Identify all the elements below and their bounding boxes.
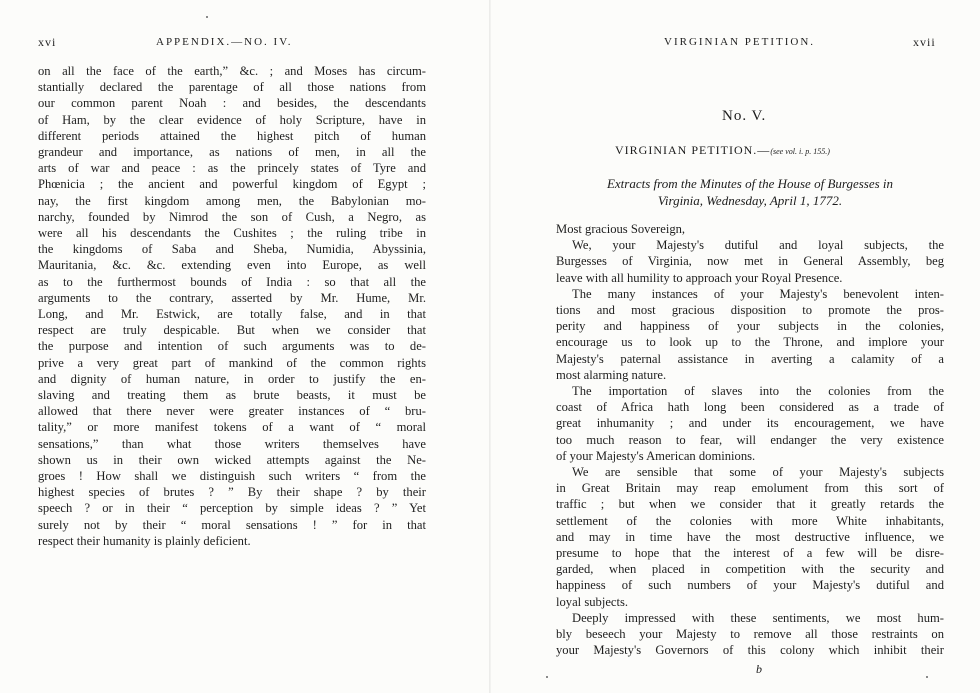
text-line: in Great Britain may reap emolument from this sort of bbox=[556, 481, 944, 496]
right-folio: xvii bbox=[913, 35, 936, 49]
text-line: speech ? or in their “ perception by simple ideas ? ” Yet bbox=[38, 501, 426, 516]
paper-speck bbox=[926, 676, 928, 678]
text-line: nay, the first kingdom among men, the Babylonian mo- bbox=[38, 193, 426, 208]
paper-speck bbox=[546, 676, 548, 678]
petition-title-text: VIRGINIAN PETITION.— bbox=[615, 143, 771, 157]
text-line: most alarming nature. bbox=[556, 367, 667, 382]
text-line: sensations,” than what those writers themselves have bbox=[38, 436, 426, 451]
text-line: groes ! How shall we distinguish such writers “ from the bbox=[38, 469, 426, 484]
text-line: The importation of slaves into the colonies from the bbox=[572, 384, 944, 399]
text-line: highest species of brutes ? ” By their shape ? by their bbox=[38, 485, 426, 500]
text-line: great inhumanity ; and under its encouragement, we have bbox=[556, 416, 944, 431]
right-running-head: VIRGINIAN PETITION. bbox=[664, 36, 816, 48]
text-line: Long, and Mr. Estwick, are totally false, and in that bbox=[38, 307, 426, 322]
text-line: loyal subjects. bbox=[556, 594, 629, 609]
text-line: tality,” or more manifest tokens of a want of “ moral bbox=[38, 420, 426, 435]
text-line: our common parent Noah : and besides, the descendants bbox=[38, 96, 426, 111]
text-line: leave with all humility to approach your Royal Presence. bbox=[556, 270, 843, 285]
text-line: settlement of the colonies with more White inhabitants, bbox=[556, 513, 944, 528]
text-line: Most gracious Sovereign, bbox=[556, 222, 686, 236]
extracts-heading bbox=[556, 175, 944, 209]
extracts-heading-line-1: Extracts from the Minutes of the House of Burgesses in bbox=[606, 176, 894, 191]
text-line: respect are truly despicable. But when we consider that bbox=[38, 323, 426, 338]
extracts-heading-line-2: Virginia, Wednesday, April 1, 1772. bbox=[657, 193, 843, 208]
text-line: encourage us to look up to the Throne, and implore your bbox=[556, 335, 944, 350]
left-running-head: APPENDIX.—NO. IV. bbox=[156, 36, 293, 48]
text-line: surely not by their “ moral sensations ! ” for in that bbox=[38, 517, 426, 532]
text-line: happiness of such numbers of your Majesty's dutiful and bbox=[556, 578, 944, 593]
section-number-heading: No. V. bbox=[722, 108, 767, 124]
text-line: were all his descendants the Cushites ; the ruling tribe in bbox=[38, 226, 426, 241]
text-line: perity and happiness of your subjects in the colonies, bbox=[556, 319, 944, 334]
text-line: presume to hope that the interest of a few will be disre- bbox=[556, 546, 944, 561]
text-line: Deeply impressed with these sentiments, we most hum- bbox=[572, 610, 944, 625]
text-line: the purpose and intention of such arguments was to de- bbox=[38, 339, 426, 354]
text-line: allowed that there never were greater instances of “ bru- bbox=[38, 404, 426, 419]
right-body-text bbox=[556, 221, 944, 658]
text-line: arts of war and peace : as the princely states of Tyre and bbox=[38, 161, 426, 176]
text-line: We, your Majesty's dutiful and loyal subjects, the bbox=[572, 238, 944, 253]
text-line: traffic ; but when we consider that it greatly retards the bbox=[556, 497, 944, 512]
text-line: respect their humanity is plainly deficient. bbox=[38, 533, 251, 548]
text-line: stantially declared the parentage of all those nations from bbox=[38, 80, 426, 95]
petition-volume-reference: (see vol. i. p. 155.) bbox=[770, 147, 830, 156]
signature-mark: b bbox=[756, 662, 762, 676]
text-line: shown us in their own wicked attempts against the Ne- bbox=[38, 452, 426, 467]
text-line: grandeur and importance, as nations of men, in all the bbox=[38, 145, 426, 160]
text-line: The many instances of your Majesty's benevolent inten- bbox=[572, 286, 944, 301]
text-line: and dignity of human nature, in order to justify the en- bbox=[38, 371, 426, 386]
text-line: bly beseech your Majesty to remove all those restraints on bbox=[556, 627, 944, 642]
text-line: and may in time have the most destructive influence, we bbox=[556, 529, 944, 544]
left-body-text bbox=[38, 63, 426, 549]
text-line: of your Majesty's American dominions. bbox=[556, 448, 756, 463]
text-line: prive a very great part of mankind of the common rights bbox=[38, 355, 426, 370]
petition-title bbox=[615, 143, 830, 158]
text-line: coast of Africa hath long been considered as a trade of bbox=[556, 400, 944, 415]
text-line: on all the face of the earth,” &c. ; and Moses has circum- bbox=[38, 64, 426, 78]
text-line: Phœnicia ; the ancient and powerful kingdom of Egypt ; bbox=[38, 177, 426, 192]
text-line: the kingdoms of Saba and Sheba, Numidia, Abyssinia, bbox=[38, 242, 426, 257]
text-line: arguments to the contrary, asserted by Mr. Hume, Mr. bbox=[38, 290, 426, 305]
text-line: different periods attained the highest pitch of human bbox=[38, 128, 426, 143]
text-line: narchy, founded by Nimrod the son of Cush, a Negro, as bbox=[38, 209, 426, 224]
text-line: garded, when placed in competition with the security and bbox=[556, 562, 944, 577]
text-line: Majesty's paternal assistance in averting a calamity of a bbox=[556, 351, 944, 366]
text-line: Burgesses of Virginia, now met in General Assembly, beg bbox=[556, 254, 944, 269]
text-line: as to the furthermost bounds of India : so that all the bbox=[38, 274, 426, 289]
paper-speck bbox=[206, 16, 208, 18]
text-line: Mauritania, &c. &c. extending even into Europe, as well bbox=[38, 258, 426, 273]
text-line: slaving and treating them as brute beasts, it must be bbox=[38, 388, 426, 403]
text-line: your Majesty's Governors of this colony which inhibit their bbox=[556, 643, 944, 658]
text-line: We are sensible that some of your Majesty's subjects bbox=[572, 465, 944, 480]
text-line: too much reason to fear, will endanger the very existence bbox=[556, 432, 944, 447]
text-line: of Ham, by the clear evidence of holy Scripture, have in bbox=[38, 112, 426, 127]
left-folio: xvi bbox=[38, 35, 57, 49]
text-line: tions and most gracious disposition to promote the pros- bbox=[556, 303, 944, 318]
